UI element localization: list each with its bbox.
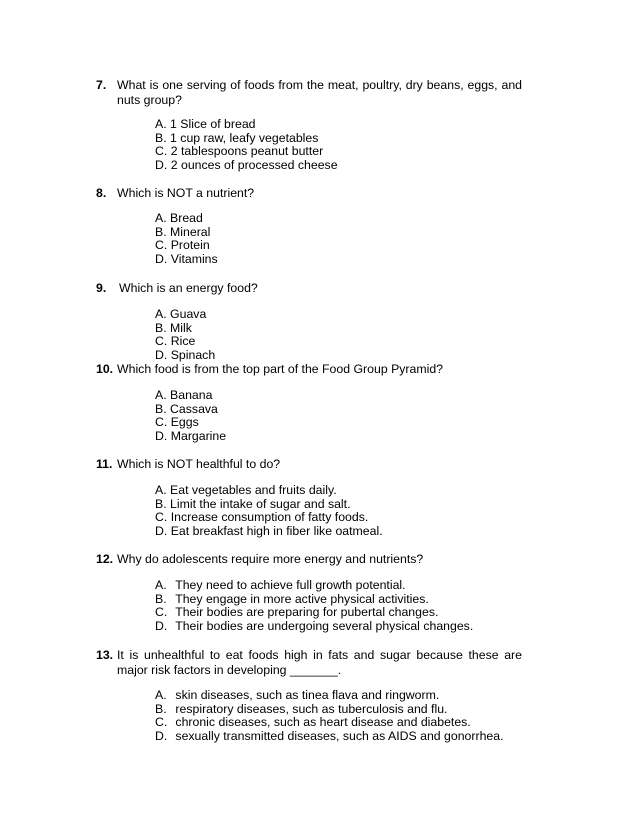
- option-c: C. chronic diseases, such as heart disease and diabetes.: [155, 715, 471, 730]
- option-a: A. Bread: [155, 211, 203, 225]
- question-number: 10.: [96, 362, 114, 376]
- answer-options: [155, 484, 383, 538]
- question-text: What is one serving of foods from the meat, poultry, dry beans, eggs, and nuts group?: [117, 78, 522, 107]
- option-a: A. They need to achieve full growth potential.: [155, 578, 406, 592]
- question-number: 13.: [96, 648, 114, 662]
- question-number: 12.: [96, 552, 114, 566]
- option-b: B. Cassava: [155, 401, 218, 416]
- question-header: [96, 457, 522, 472]
- option-d: D. Vitamins: [155, 251, 218, 266]
- question-header: [96, 552, 522, 567]
- question-number: 7.: [96, 78, 107, 92]
- option-c: C. Rice: [155, 334, 196, 349]
- question-8: [96, 186, 522, 266]
- question-header: [96, 281, 522, 296]
- option-d: D. Margarine: [155, 428, 227, 443]
- option-b: B. respiratory diseases, such as tuberculosis and flu.: [155, 701, 448, 716]
- answer-options: [155, 118, 338, 172]
- answer-options: [155, 308, 215, 362]
- question-text: Which is NOT healthful to do?: [117, 457, 281, 471]
- question-11: [96, 457, 522, 538]
- option-d: D. Eat breakfast high in fiber like oatmeal.: [155, 523, 383, 538]
- option-b: B. Milk: [155, 320, 192, 335]
- option-c: C. Eggs: [155, 415, 199, 430]
- option-a: A. 1 Slice of bread: [155, 117, 256, 131]
- question-header: [96, 186, 522, 201]
- option-c: C. 2 tablespoons peanut butter: [155, 144, 324, 159]
- option-d: D. Their bodies are undergoing several physical changes.: [155, 618, 474, 633]
- question-text: Which is NOT a nutrient?: [117, 186, 255, 200]
- option-a: A. Banana: [155, 388, 213, 402]
- question-header: [96, 362, 522, 377]
- question-header: [96, 78, 522, 107]
- option-b: B. They engage in more active physical activities.: [155, 591, 429, 606]
- answer-options: [155, 579, 473, 633]
- option-a: A. Guava: [155, 307, 207, 321]
- answer-options: [155, 389, 226, 443]
- option-c: C. Increase consumption of fatty foods.: [155, 510, 369, 525]
- option-c: C. Protein: [155, 238, 210, 253]
- option-d: D. Spinach: [155, 347, 216, 362]
- question-text: Which food is from the top part of the Food Group Pyramid?: [117, 362, 444, 376]
- question-header: [96, 648, 522, 677]
- answer-options: [155, 212, 218, 266]
- option-b: B. Mineral: [155, 224, 211, 239]
- question-9: [96, 281, 522, 362]
- question-text: Which is an energy food?: [119, 281, 258, 295]
- question-12: [96, 552, 522, 633]
- option-a: A. skin diseases, such as tinea flava and ringworm.: [155, 688, 440, 702]
- option-d: D. 2 ounces of processed cheese: [155, 157, 338, 172]
- question-number: 8.: [96, 186, 107, 200]
- answer-options: [155, 689, 504, 743]
- question-7: [96, 78, 522, 172]
- question-number: 11.: [96, 457, 113, 471]
- question-13: [96, 648, 522, 743]
- option-a: A. Eat vegetables and fruits daily.: [155, 483, 337, 497]
- question-10: [96, 362, 522, 443]
- option-d: D. sexually transmitted diseases, such as AIDS and gonorrhea.: [155, 728, 504, 743]
- question-number: 9.: [96, 281, 107, 295]
- question-text: It is unhealthful to eat foods high in fats and sugar because these are major risk factors in developing _______.: [117, 648, 522, 677]
- option-b: B. Limit the intake of sugar and salt.: [155, 496, 351, 511]
- option-c: C. Their bodies are preparing for pubertal changes.: [155, 605, 439, 620]
- question-text: Why do adolescents require more energy and nutrients?: [117, 552, 424, 566]
- option-b: B. 1 cup raw, leafy vegetables: [155, 130, 319, 145]
